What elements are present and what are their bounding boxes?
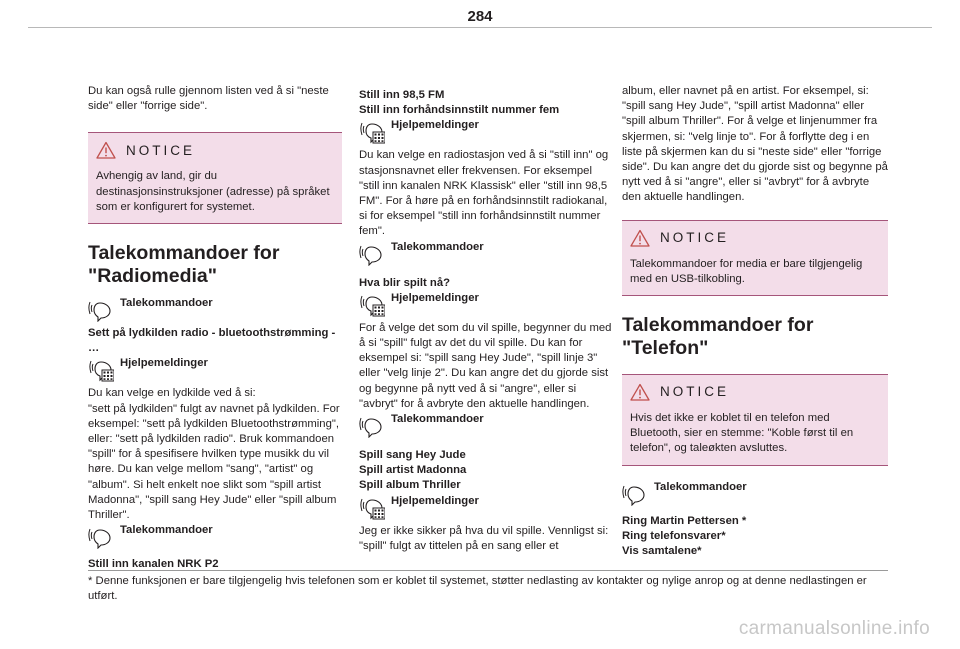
footnote-divider [88, 570, 888, 571]
help-message-icon [359, 120, 385, 144]
voice-command-icon [622, 482, 648, 506]
voice-command-text: Still inn kanalen NRK P2 [88, 558, 219, 571]
notice-text: Avhengig av land, gir du destinasjonsinstruksjoner (adresse) på språket som er konfigurert for systemet. [96, 170, 330, 213]
voice-command-text: Sett på lydkilden radio - bluetoothstrømming - … [88, 327, 336, 355]
voice-commands-label-row: Talekommandoer [359, 412, 613, 438]
voice-command-text: Vis samtalene* [622, 545, 702, 558]
voice-commands-label-row: Talekommandoer [88, 523, 342, 549]
column-2 [359, 88, 613, 554]
voice-command-icon [88, 525, 114, 549]
notice-title: NOTICE [126, 142, 196, 158]
help-messages-label-row: Hjelpemeldinger [359, 494, 613, 520]
voice-command-text: Spill artist Madonna [359, 464, 467, 477]
intro-text: Du kan også rulle gjennom listen ved å si "neste side" eller "forrige side". [88, 85, 329, 113]
help-messages-label-row: Hjelpemeldinger [88, 356, 342, 382]
notice-title: NOTICE [660, 384, 730, 400]
warning-triangle-icon [96, 141, 116, 159]
column-1 [88, 84, 342, 572]
help-message-icon [359, 293, 385, 317]
help-message-text: For å velge det som du vil spille, begynner du med å si "spill" fulgt av det du vil spille. Du kan for eksempel si: "spill sang Hey Jude", "spill linje 3" eller "velg linje 2". Du kan angre det du gjorde sist og begynne på nytt ved å si "angre", eller si "avbryt" for å avbryte den aktuelle handlingen. [359, 321, 612, 410]
help-message-text: Du kan velge en lydkilde ved å si: "sett på lydkilden" fulgt av navnet på lydkilden. For eksempel: "sett på lydkilden Bluetoothstrømming", eller: "sett på lydkilden radio". Bruk kommandoen "spill" for å spesifisere hvilken type musikk du vil høre. Du kan velge mellom "sang", "artist" og "album". Si helt enkelt noe slikt som "spill artist Madonna", "spill sang Hey Jude" eller "spill album Thriller". [88, 387, 340, 522]
column-3 [622, 84, 888, 559]
warning-triangle-icon [630, 383, 650, 401]
voice-commands-label-row: Talekommandoer [622, 480, 888, 506]
voice-command-text: Still inn 98,5 FM [359, 89, 445, 101]
footnote: * Denne funksjonen er bare tilgjengelig hvis telefonen som er koblet til systemet, støtter nedlasting av kontakter og nylige anrop og at denne nedlastingen er utført. [88, 575, 867, 603]
help-message-text: Du kan velge en radiostasjon ved å si "still inn" og stasjonsnavnet eller frekvensen. For eksempel "still inn kanalen NRK Klassisk" eller "still inn 98,5 FM". For å høre på en forhåndsinnstilt radiokanal, si for eksempel "still inn forhåndsinnstilt nummer fem". [359, 149, 609, 238]
warning-triangle-icon [630, 229, 650, 247]
help-message-text: Jeg er ikke sikker på hva du vil spille. Vennligst si: "spill" fulgt av tittelen på en sang eller et [359, 524, 609, 552]
watermark: carmanualsonline.info [738, 618, 930, 639]
voice-command-text: Still inn forhåndsinnstilt nummer fem [359, 104, 560, 117]
notice-box-phone [622, 374, 888, 466]
voice-commands-label-row: Talekommandoer [88, 296, 342, 322]
voice-command-text: Hva blir spilt nå? [359, 276, 451, 289]
section-heading-telefon: Talekommandoer for "Telefon" [622, 314, 814, 360]
section-heading-radiomedia: Talekommandoer for "Radiomedia" [88, 242, 280, 288]
voice-command-icon [359, 414, 385, 438]
help-messages-label-row: Hjelpemeldinger [359, 291, 613, 317]
help-message-icon [88, 358, 114, 382]
help-message-icon [359, 496, 385, 520]
notice-box-language [88, 132, 342, 224]
page-number: 284 [467, 8, 493, 25]
notice-text: Talekommandoer for media er bare tilgjengelig med en USB-tilkobling. [630, 257, 863, 285]
voice-command-icon [88, 298, 114, 322]
notice-text: Hvis det ikke er koblet til en telefon med Bluetooth, sier en stemme: "Koble først til en telefon", og taleøkten avsluttes. [630, 412, 854, 455]
body-text: album, eller navnet på en artist. For eksempel, si: "spill sang Hey Jude", "spill artist Madonna" eller "spill album Thriller". For å velge et linjenummer fra skjermen, si: "velg linje to". For å forflytte deg i en liste på skjermen kan du si "neste side" eller "forrige side". Du kan angre det du gjorde sist og begynne på nytt ved å si "angre", eller si "avbryt" for å avbryte den aktuelle handlingen. [622, 85, 888, 204]
notice-title: NOTICE [660, 230, 730, 246]
voice-command-text: Spill sang Hey Jude [359, 449, 466, 462]
voice-command-text: Ring Martin Pettersen * [622, 514, 747, 527]
top-divider [28, 27, 932, 28]
voice-command-text: Spill album Thriller [359, 479, 461, 492]
help-messages-label-row: Hjelpemeldinger [359, 118, 613, 144]
voice-commands-label-row: Talekommandoer [359, 240, 613, 266]
voice-command-text: Ring telefonsvarer* [622, 529, 726, 542]
voice-command-icon [359, 242, 385, 266]
notice-box-media [622, 220, 888, 296]
